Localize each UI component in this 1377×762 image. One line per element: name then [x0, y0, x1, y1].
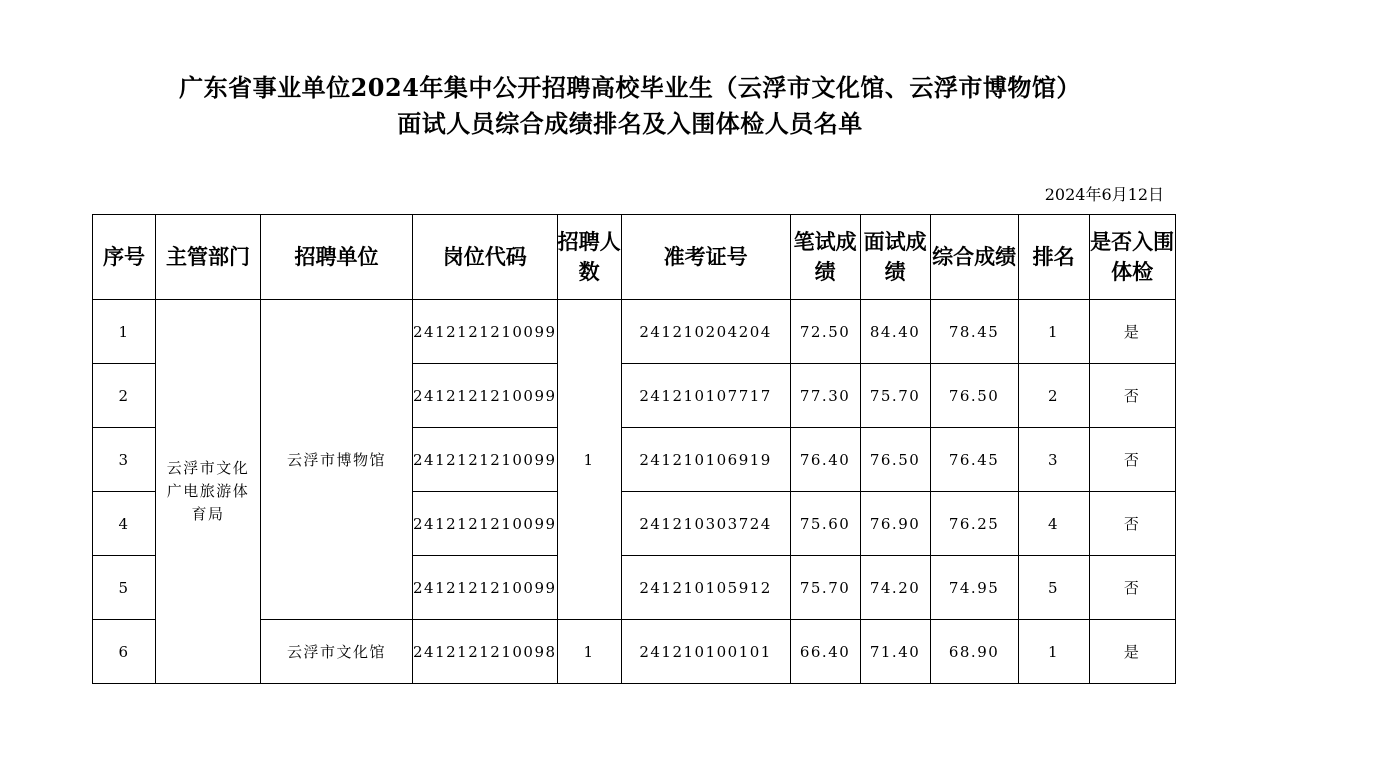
cell-code: 2412121210099 [413, 556, 558, 620]
header-seq: 序号 [93, 215, 156, 300]
table-header-row [93, 215, 1176, 300]
cell-interview: 71.40 [860, 620, 930, 684]
cell-interview: 84.40 [860, 300, 930, 364]
header-dept: 主管部门 [156, 215, 261, 300]
header-written: 笔试成绩 [790, 215, 860, 300]
header-exam-no: 准考证号 [621, 215, 790, 300]
cell-interview: 76.50 [860, 428, 930, 492]
header-rank: 排名 [1018, 215, 1089, 300]
page-title-line1: 广东省事业单位2024年集中公开招聘高校毕业生（云浮市文化馆、云浮市博物馆） [179, 73, 1081, 102]
cell-exam-no: 241210204204 [621, 300, 790, 364]
cell-written: 75.70 [790, 556, 860, 620]
cell-total: 68.90 [930, 620, 1018, 684]
cell-pass: 否 [1089, 428, 1175, 492]
cell-rank: 2 [1018, 364, 1089, 428]
cell-unit-museum: 云浮市博物馆 [261, 300, 413, 620]
header-count: 招聘人数 [557, 215, 621, 300]
header-pass: 是否入围体检 [1089, 215, 1175, 300]
cell-exam-no: 241210100101 [621, 620, 790, 684]
cell-seq: 3 [93, 428, 156, 492]
cell-total: 76.45 [930, 428, 1018, 492]
cell-seq: 2 [93, 364, 156, 428]
table-row [93, 300, 1176, 364]
cell-seq: 1 [93, 300, 156, 364]
cell-rank: 5 [1018, 556, 1089, 620]
cell-rank: 4 [1018, 492, 1089, 556]
cell-seq: 5 [93, 556, 156, 620]
cell-count-culture: 1 [557, 620, 621, 684]
cell-written: 75.60 [790, 492, 860, 556]
cell-exam-no: 241210106919 [621, 428, 790, 492]
cell-pass: 否 [1089, 492, 1175, 556]
cell-total: 76.25 [930, 492, 1018, 556]
cell-exam-no: 241210105912 [621, 556, 790, 620]
cell-seq: 4 [93, 492, 156, 556]
cell-dept: 云浮市文化广电旅游体育局 [156, 300, 261, 684]
cell-written: 77.30 [790, 364, 860, 428]
page-title-line2: 面试人员综合成绩排名及入围体检人员名单 [397, 109, 863, 138]
cell-rank: 3 [1018, 428, 1089, 492]
cell-code: 2412121210098 [413, 620, 558, 684]
cell-total: 78.45 [930, 300, 1018, 364]
cell-seq: 6 [93, 620, 156, 684]
cell-total: 74.95 [930, 556, 1018, 620]
results-table [92, 214, 1176, 684]
cell-rank: 1 [1018, 620, 1089, 684]
header-interview: 面试成绩 [860, 215, 930, 300]
header-total: 综合成绩 [930, 215, 1018, 300]
cell-pass: 否 [1089, 364, 1175, 428]
cell-code: 2412121210099 [413, 300, 558, 364]
cell-count-museum: 1 [557, 300, 621, 620]
cell-pass: 否 [1089, 556, 1175, 620]
cell-written: 76.40 [790, 428, 860, 492]
cell-rank: 1 [1018, 300, 1089, 364]
publish-date: 2024年6月12日 [1044, 185, 1164, 204]
cell-written: 66.40 [790, 620, 860, 684]
cell-exam-no: 241210107717 [621, 364, 790, 428]
cell-pass: 是 [1089, 620, 1175, 684]
cell-code: 2412121210099 [413, 428, 558, 492]
cell-unit-culture: 云浮市文化馆 [261, 620, 413, 684]
header-unit: 招聘单位 [261, 215, 413, 300]
cell-interview: 74.20 [860, 556, 930, 620]
cell-pass: 是 [1089, 300, 1175, 364]
header-code: 岗位代码 [413, 215, 558, 300]
cell-exam-no: 241210303724 [621, 492, 790, 556]
cell-code: 2412121210099 [413, 364, 558, 428]
cell-written: 72.50 [790, 300, 860, 364]
cell-interview: 75.70 [860, 364, 930, 428]
cell-total: 76.50 [930, 364, 1018, 428]
cell-interview: 76.90 [860, 492, 930, 556]
cell-code: 2412121210099 [413, 492, 558, 556]
